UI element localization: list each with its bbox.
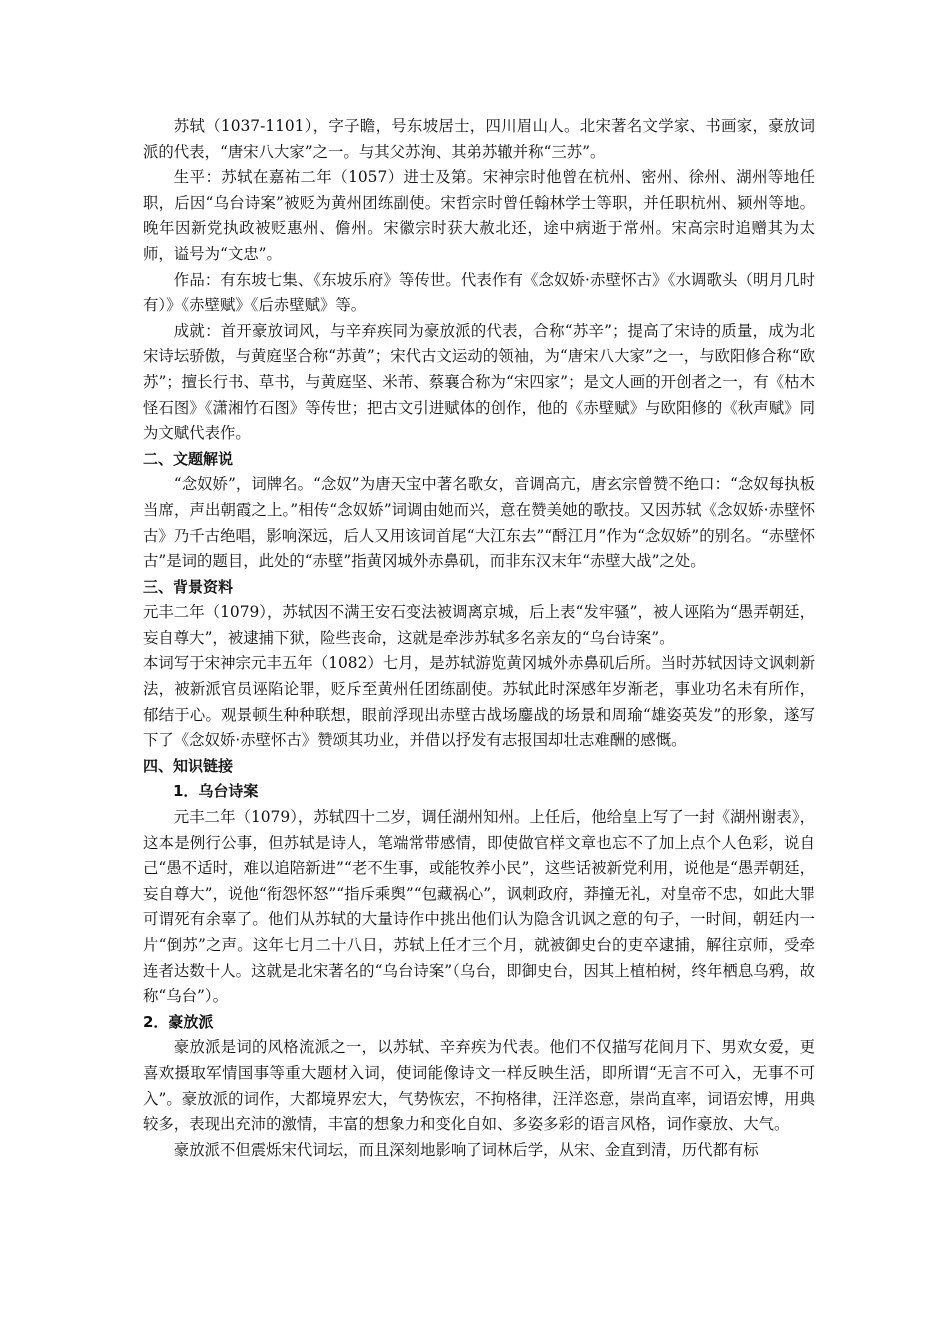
- section-heading-background: 三、背景资料: [143, 577, 234, 596]
- section-heading-title-explanation: 二、文题解说: [143, 449, 234, 468]
- subheading-wutai-case: 1．乌台诗案: [173, 782, 259, 801]
- wutai-case-paragraph: 元丰二年（1079），苏轼四十二岁，调任湖州知州。上任后，他给皇上写了一封《湖州谢表》，这本是例行公事，但苏轼是诗人，笔端常带感情，即使做官样文章也忘不了加上点个人色彩，说自己“愚不适时，难以追陪新进”“老不生事，或能牧养小民”，这些话被新党利用，说他是“愚弄朝廷，妄自尊大”，说他“衔怨怀怒”“指斥乘舆”“包藏祸心”，讽刺政府，莽撞无礼，对皇帝不忠，如此大罪可谓死有余辜了。他们从苏轼的大量诗作中挑出他们认为隐含讥讽之意的句子，一时间，朝廷内一片“倒苏”之声。这年七月二十八日，苏轼上任才三个月，就被御史台的吏卒逮捕，解往京师，受牵连者达数十人。这就是北宋著名的“乌台诗案”（乌台，即御史台，因其上植柏树，终年栖息乌鸦，故称“乌台”）。: [143, 808, 815, 1006]
- haofang-paragraph-2: 豪放派不但震烁宋代词坛，而且深刻地影响了词林后学，从宋、金直到清，历代都有标: [173, 1140, 759, 1159]
- background-paragraph-1: 元丰二年（1079），苏轼因不满王安石变法被调离京城，后上表“发牢骚”，被人诬陷为“愚弄朝廷，妄自尊大”，被逮捕下狱，险些丧命，这就是牵涉苏轼多名亲友的“乌台诗案”。: [143, 603, 815, 647]
- bio-intro-paragraph: 苏轼（1037-1101），字子瞻，号东坡居士，四川眉山人。北宋著名文学家、书画家，豪放词派的代表，“唐宋八大家”之一。与其父苏洵、其弟苏辙并称“三苏”。: [143, 117, 815, 161]
- bio-achievements-paragraph: 成就：首开豪放词风，与辛弃疾同为豪放派的代表，合称“苏辛”；提高了宋诗的质量，成为北宋诗坛骄傲，与黄庭坚合称“苏黄”；宋代古文运动的领袖，为“唐宋八大家”之一，与欧阳修合称“欧苏”；擅长行书、草书，与黄庭坚、米芾、蔡襄合称为“宋四家”；是文人画的开创者之一，有《枯木怪石图》《潇湘竹石图》等传世；把古文引进赋体的创作，他的《赤壁赋》与欧阳修的《秋声赋》同为文赋代表作。: [143, 321, 815, 443]
- bio-works-paragraph: 作品：有东坡七集、《东坡乐府》等传世。代表作有《念奴娇·赤壁怀古》《水调歌头（明月几时有）》《赤壁赋》《后赤壁赋》等。: [143, 270, 815, 315]
- haofang-paragraph-1: 豪放派是词的风格流派之一，以苏轼、辛弃疾为代表。他们不仅描写花间月下、男欢女爱，更喜欢摄取军情国事等重大题材入词，使词能像诗文一样反映生活，即所谓“无言不可入，无事不可入”。豪放派的词作，大都境界宏大，气势恢宏，不拘格律，汪洋恣意，崇尚直率，词语宏博，用典较多，表现出充沛的激情，丰富的想象力和变化自如、多姿多彩的语言风格，词作豪放、大气。: [143, 1038, 815, 1134]
- section-heading-knowledge: 四、知识链接: [143, 756, 234, 775]
- background-paragraph-2: 本词写于宋神宗元丰五年（1082）七月，是苏轼游览黄冈城外赤鼻矶后所。当时苏轼因诗文讽刺新法，被新派官员诬陷论罪，贬斥至黄州任团练副使。苏轼此时深感年岁渐老，事业功名未有所作，郁结于心。观景顿生种种联想，眼前浮现出赤壁古战场鏖战的场景和周瑜“雄姿英发”的形象，遂写下了《念奴娇·赤壁怀古》赞颂其功业，并借以抒发有志报国却壮志难酬的感慨。: [143, 654, 815, 750]
- document-body: [143, 114, 815, 1163]
- title-explanation-paragraph: “念奴娇”，词牌名。“念奴”为唐天宝中著名歌女，音调高亢，唐玄宗曾赞不绝口：“念奴每执板当席，声出朝霞之上。”相传“念奴娇”词调由她而兴，意在赞美她的歌技。又因苏轼《念奴娇·赤壁怀古》乃千古绝唱，影响深远，后人又用该词首尾“大江东去”“酹江月”作为“念奴娇”的别名。“赤壁怀古”是词的题目，此处的“赤壁”指黄冈城外赤鼻矶，而非东汉末年“赤壁大战”之处。: [143, 475, 815, 571]
- subheading-haofang-school: 2．豪放派: [143, 1012, 214, 1031]
- bio-life-paragraph: 生平：苏轼在嘉祐二年（1057）进士及第。宋神宗时他曾在杭州、密州、徐州、湖州等地任职，后因“乌台诗案”被贬为黄州团练副使。宋哲宗时曾任翰林学士等职，并任职杭州、颍州等地。晚年因新党执政被贬惠州、儋州。宋徽宗时获大赦北还，途中病逝于常州。宋高宗时追赠其为太师，谥号为“文忠”。: [143, 168, 815, 263]
